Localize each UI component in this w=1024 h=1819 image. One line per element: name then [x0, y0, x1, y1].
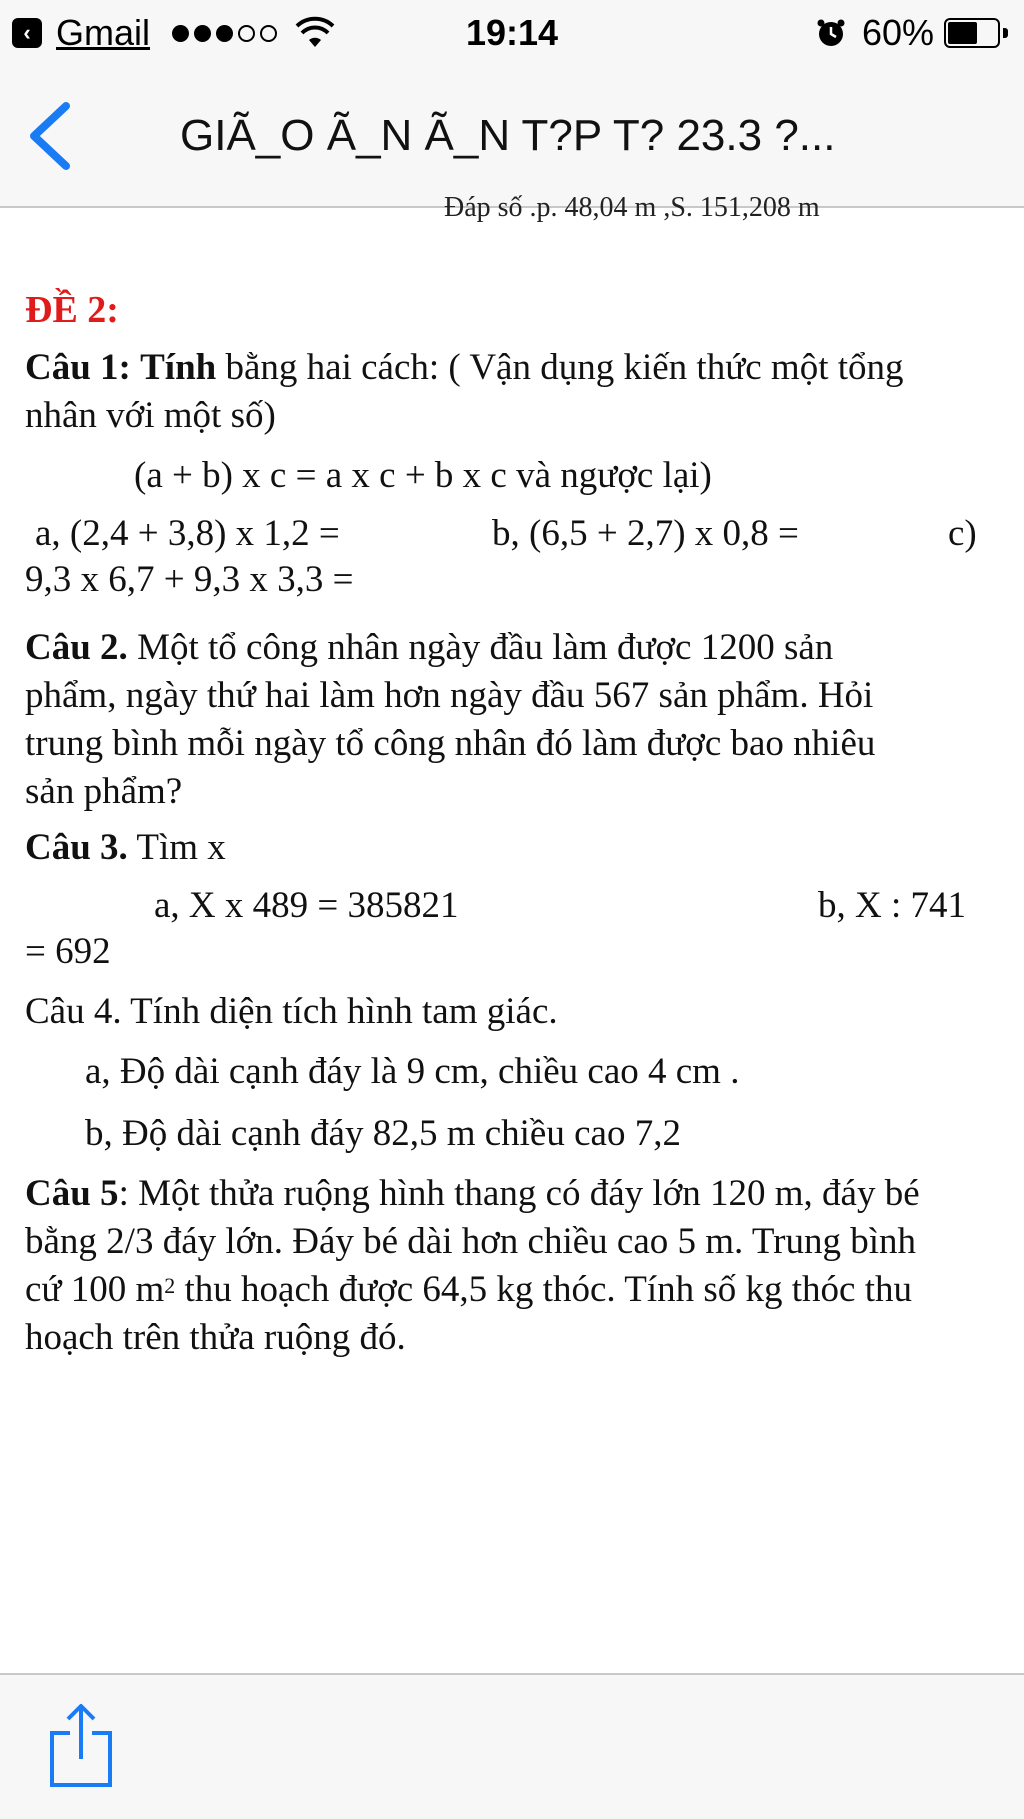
question-1-line-2: nhân với một số) [25, 395, 276, 436]
question-1-part-a: a, (2,4 + 3,8) x 1,2 = [35, 513, 340, 554]
question-5-line-3 [25, 1268, 912, 1312]
question-5-label: Câu 5 [25, 1173, 119, 1214]
question-1-bold-word: Tính [140, 347, 217, 388]
question-4-part-a: a, Độ dài cạnh đáy là 9 cm, chiều cao 4 cm . [85, 1051, 740, 1092]
question-2-line-4: sản phẩm? [25, 771, 183, 812]
question-5-line-1 [25, 1172, 920, 1216]
question-2-label: Câu 2. [25, 627, 128, 668]
question-4-title: Câu 4. Tính diện tích hình tam giác. [25, 991, 558, 1032]
previous-answer-line: Đáp số .p. 48,04 m ,S. 151,208 m [444, 192, 820, 223]
document-content [0, 192, 1024, 1673]
question-5-line-4: hoạch trên thửa ruộng đó. [25, 1317, 406, 1358]
status-right [816, 8, 1008, 58]
question-3-label: Câu 3. [25, 827, 128, 868]
question-1-part-b: b, (6,5 + 2,7) x 0,8 = [492, 513, 799, 554]
question-5-line-3-post: thu hoạch được 64,5 kg thóc. Tính số kg thóc thu [175, 1269, 912, 1310]
question-2-text: Một tổ công nhân ngày đầu làm được 1200 sản [127, 627, 834, 668]
question-2-line-1 [25, 626, 833, 670]
exam-heading: ĐỀ 2: [25, 289, 119, 331]
question-1-text: bằng hai cách: ( Vận dụng kiến thức một tổng [216, 347, 904, 388]
question-3-part-b: b, X : 741 [818, 885, 966, 926]
question-2-line-2: phẩm, ngày thứ hai làm hơn ngày đầu 567 sản phẩm. Hỏi [25, 675, 874, 716]
back-chevron-icon[interactable] [22, 100, 78, 172]
question-5-superscript: 2 [164, 1273, 176, 1298]
question-1-label: Câu 1: [25, 347, 131, 388]
question-5-text: : Một thửa ruộng hình thang có đáy lớn 120 m, đáy bé [118, 1173, 920, 1214]
battery-percentage: 60% [861, 12, 934, 53]
question-1-line-1 [25, 346, 904, 390]
alarm-clock-icon [816, 18, 846, 48]
question-1-part-c: 9,3 x 6,7 + 9,3 x 3,3 = [25, 559, 354, 600]
question-4-part-b: b, Độ dài cạnh đáy 82,5 m chiều cao 7,2 [85, 1113, 681, 1154]
document-title: GIÃ_O Ã_N Ã_N T?P T? 23.3 ?... [180, 111, 836, 160]
question-5-line-3-pre: cứ 100 m [25, 1269, 165, 1310]
back-to-app-link[interactable]: Gmail [56, 12, 151, 53]
question-3-part-b-cont: = 692 [25, 931, 111, 972]
question-3-title [25, 826, 226, 870]
question-1-formula: (a + b) x c = a x c + b x c và ngược lại) [134, 455, 712, 496]
back-to-app-icon[interactable]: ‹ [12, 18, 42, 48]
question-3-part-a: a, X x 489 = 385821 [154, 885, 459, 926]
question-2-line-3: trung bình mỗi ngày tổ công nhân đó làm được bao nhiêu [25, 723, 876, 764]
status-time: 19:14 [465, 12, 559, 53]
bottom-toolbar [0, 1673, 1024, 1819]
status-bar [0, 0, 1024, 66]
question-3-text: Tìm x [127, 827, 226, 868]
question-5-line-2: bằng 2/3 đáy lớn. Đáy bé dài hơn chiều cao 5 m. Trung bình [25, 1221, 917, 1262]
battery-icon [944, 18, 1008, 48]
share-icon[interactable] [46, 1703, 116, 1789]
question-1-part-c-label: c) [948, 513, 977, 554]
navigation-bar [0, 66, 1024, 208]
